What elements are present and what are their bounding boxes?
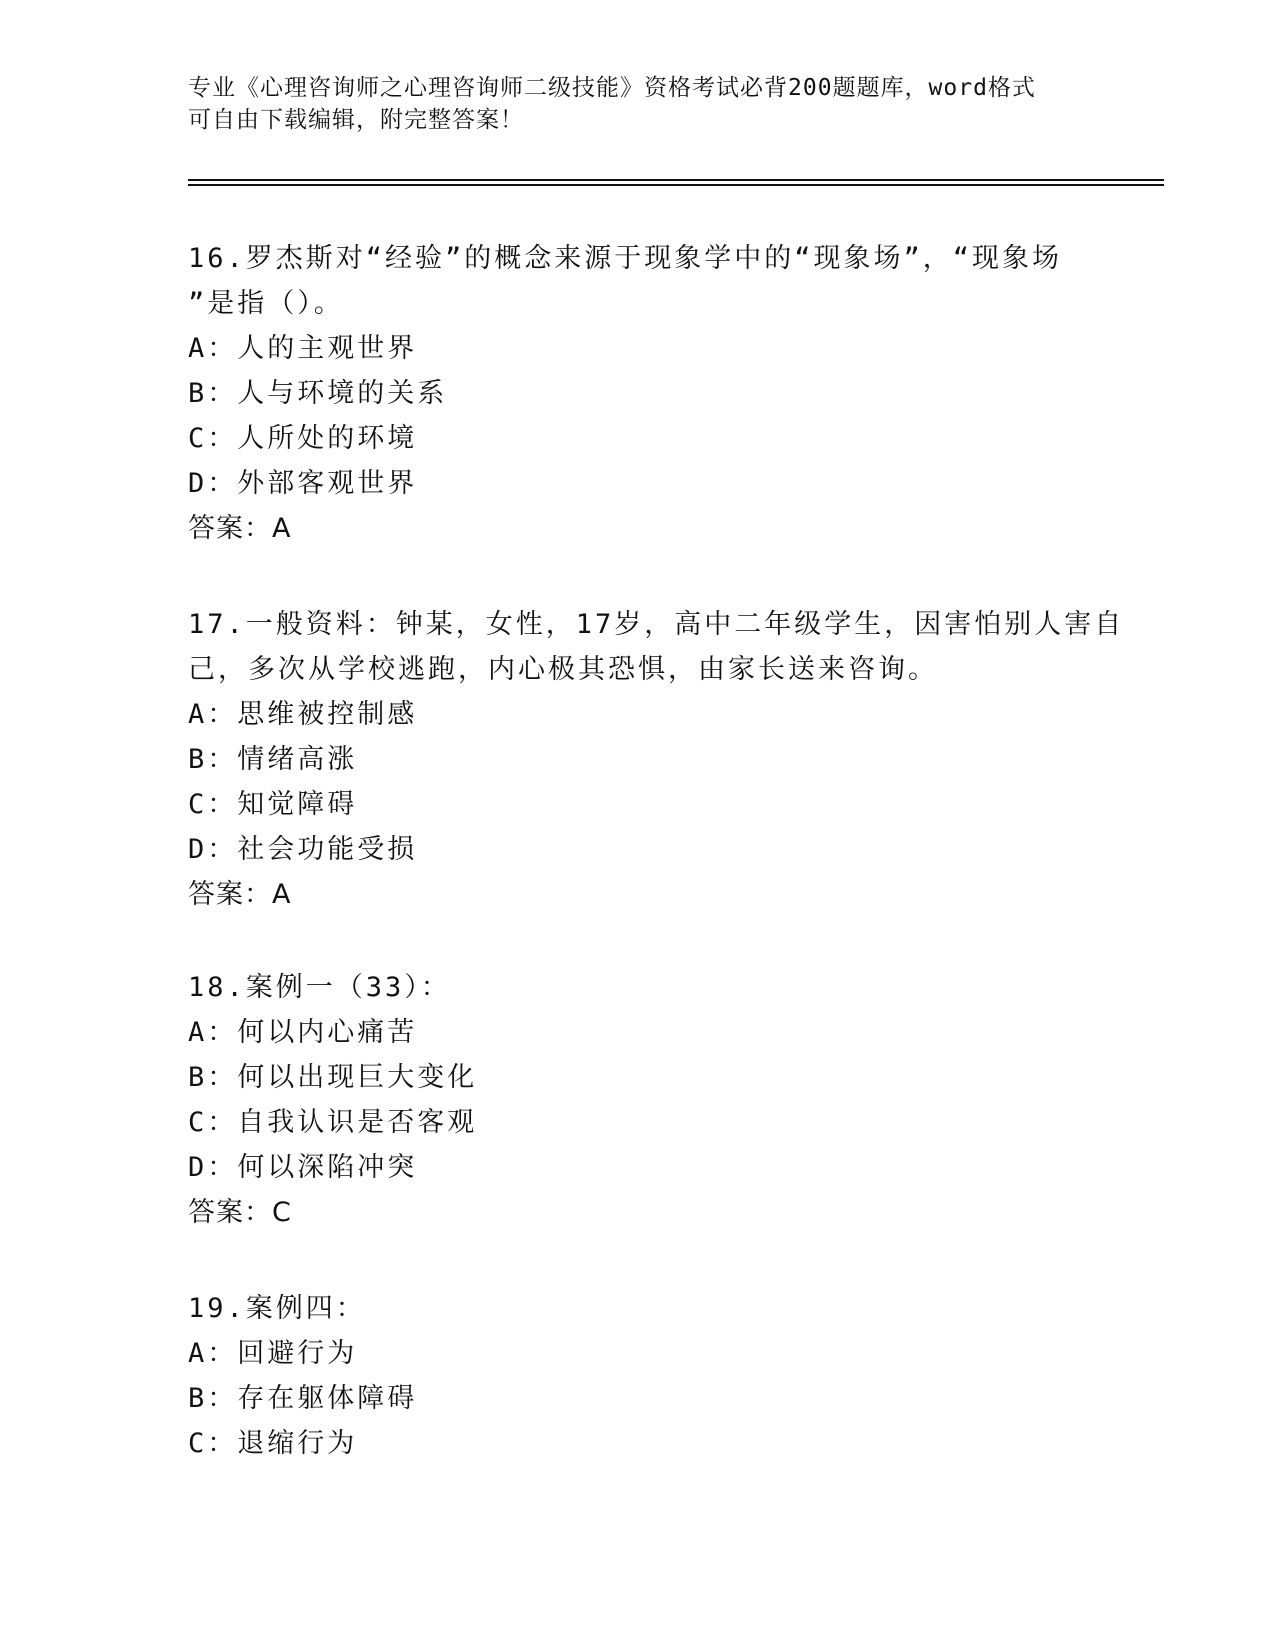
answer-line: 答案：C — [188, 1197, 292, 1228]
option-a: A：人的主观世界 — [188, 333, 418, 364]
option-b: B：存在躯体障碍 — [188, 1383, 418, 1414]
option-d: D：何以深陷冲突 — [188, 1152, 418, 1183]
option-b: B：情绪高涨 — [188, 744, 358, 775]
option-a: A：回避行为 — [188, 1338, 358, 1369]
option-a: A：思维被控制感 — [188, 699, 418, 730]
question-18 — [188, 965, 1088, 1235]
option-a: A：何以内心痛苦 — [188, 1017, 418, 1048]
header-title-line-2: 可自由下载编辑，附完整答案！ — [188, 107, 524, 133]
question-16 — [188, 236, 1088, 551]
answer-line: 答案：A — [188, 513, 292, 544]
answer-line: 答案：A — [188, 879, 292, 910]
option-c: C：自我认识是否客观 — [188, 1107, 478, 1138]
question-text: 18.案例一（33）： — [188, 972, 451, 1003]
option-b: B：何以出现巨大变化 — [188, 1062, 478, 1093]
header-divider-top — [188, 179, 1164, 181]
question-text: 19.案例四： — [188, 1293, 366, 1324]
question-19 — [188, 1286, 1088, 1466]
option-b: B：人与环境的关系 — [188, 378, 448, 409]
option-c: C：退缩行为 — [188, 1428, 358, 1459]
header-divider-bottom — [188, 184, 1164, 186]
question-text-continued: ”是指（）。 — [188, 288, 344, 319]
option-d: D：外部客观世界 — [188, 468, 418, 499]
question-text: 17.一般资料：钟某，女性，17岁，高中二年级学生，因害怕别人害自 — [188, 609, 1125, 640]
header-title-line-1: 专业《心理咨询师之心理咨询师二级技能》资格考试必背200题题库，word格式 — [188, 75, 1036, 101]
document-header — [188, 72, 1088, 136]
option-c: C：知觉障碍 — [188, 789, 358, 820]
question-17 — [188, 602, 1125, 917]
question-text-continued: 己，多次从学校逃跑，内心极其恐惧，由家长送来咨询。 — [188, 654, 938, 685]
question-text: 16.罗杰斯对“经验”的概念来源于现象学中的“现象场”，“现象场 — [188, 243, 1063, 274]
option-c: C：人所处的环境 — [188, 423, 418, 454]
option-d: D：社会功能受损 — [188, 834, 418, 865]
